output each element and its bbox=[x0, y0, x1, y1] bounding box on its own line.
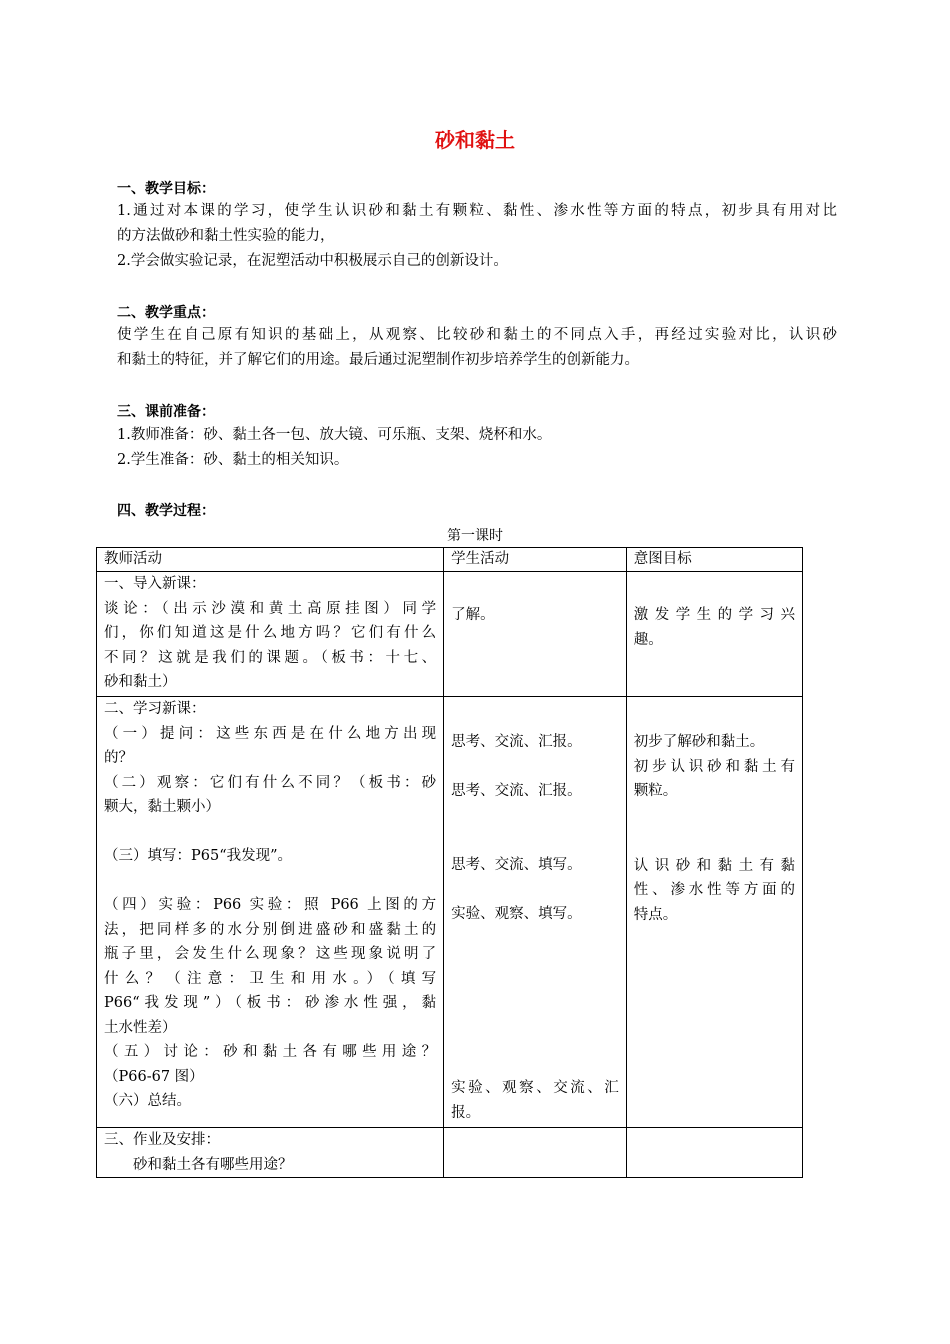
row2-student-line: 思考、交流、汇报。 bbox=[451, 782, 582, 799]
row1-teacher-line: 不同？这就是我们的课题。（板书：十七、 bbox=[104, 649, 437, 666]
lesson-table bbox=[96, 547, 803, 1178]
row3-teacher-line: 砂和黏土各有哪些用途？ bbox=[133, 1156, 293, 1173]
row2-goal-line: 特点。 bbox=[633, 906, 678, 923]
row2-teacher-line: （五）讨论：砂和黏土各有哪些用途？ bbox=[104, 1044, 437, 1060]
spacer bbox=[104, 869, 436, 894]
row1-goal-line: 激发学生的学习兴 bbox=[633, 607, 795, 623]
row2-goal-line: 颗粒。 bbox=[633, 783, 678, 799]
row2-teacher-line: 什么？（注意：卫生和用水。）（填写 bbox=[104, 970, 437, 987]
row2-goal-line: 认识砂和黏土有黏 bbox=[633, 857, 795, 874]
row1-teacher-line: 一、导入新课： bbox=[104, 576, 206, 592]
row2-goal-line: 初步认识砂和黏土有 bbox=[633, 758, 795, 775]
row2-student-line: 报。 bbox=[451, 1104, 481, 1121]
table-row bbox=[97, 1128, 803, 1178]
row2-teacher-line: 的？ bbox=[104, 750, 133, 766]
row3-student-cell bbox=[444, 1128, 627, 1178]
row3-teacher-line: 三、作业及安排： bbox=[104, 1132, 220, 1148]
table-row bbox=[97, 697, 803, 1128]
header-goal: 意图目标 bbox=[626, 548, 802, 572]
row2-teacher-line: 土水性差） bbox=[104, 1019, 177, 1036]
teaching-focus-text bbox=[117, 323, 837, 373]
table-header-row bbox=[97, 548, 803, 572]
row2-teacher-line: （一）提问：这些东西是在什么地方出现 bbox=[104, 725, 437, 742]
goals-line-1: 1.通过对本课的学习，使学生认识砂和黏土有颗粒、黏性、渗水性等方面的特点，初步具有用对比 bbox=[117, 203, 837, 219]
row1-goal-cell bbox=[626, 572, 802, 697]
heading-teaching-focus: 二、教学重点： bbox=[117, 305, 215, 321]
teaching-goals-text bbox=[117, 199, 837, 274]
row2-teacher-line: （二）观察：它们有什么不同？（板书：砂 bbox=[104, 774, 437, 791]
row1-teacher-line: 砂和黏土） bbox=[104, 674, 177, 690]
row2-teacher-cell bbox=[97, 697, 444, 1128]
row1-goal-line: 趣。 bbox=[633, 631, 663, 648]
row2-teacher-line: 法，把同样多的水分别倒进盛砂和盛黏土的 bbox=[104, 921, 437, 938]
row2-teacher-line: （P66-67 图） bbox=[104, 1068, 204, 1085]
row1-teacher-line: 们，你们知道这是什么地方吗？它们有什么 bbox=[104, 625, 437, 641]
row2-goal-line: 性、渗水性等方面的 bbox=[633, 882, 795, 898]
prep-line-1: 1.教师准备：砂、黏土各一包、放大镜、可乐瓶、支架、烧杯和水。 bbox=[117, 427, 552, 443]
heading-teaching-process: 四、教学过程： bbox=[117, 503, 215, 519]
row2-student-line: 思考、交流、汇报。 bbox=[451, 734, 582, 750]
row2-teacher-line: （三）填写：P65“我发现”。 bbox=[104, 848, 293, 864]
document-title: 砂和黏土 bbox=[435, 128, 515, 152]
row2-student-line: 实验、观察、交流、汇 bbox=[451, 1080, 619, 1096]
row2-teacher-line: P66“我发现”）（板书：砂渗水性强，黏 bbox=[104, 995, 437, 1011]
table-row bbox=[97, 572, 803, 697]
table-caption: 第一课时 bbox=[447, 528, 503, 544]
focus-line-2: 和黏土的特征，并了解它们的用途。最后通过泥塑制作初步培养学生的创新能力。 bbox=[117, 352, 639, 368]
row2-student-cell bbox=[444, 697, 627, 1128]
goals-line-3: 2.学会做实验记录，在泥塑活动中积极展示自己的创新设计。 bbox=[117, 253, 508, 269]
heading-preparation: 三、课前准备： bbox=[117, 404, 215, 420]
row2-goal-cell bbox=[626, 697, 802, 1128]
goals-line-2: 的方法做砂和黏土性实验的能力， bbox=[117, 228, 335, 244]
row1-student-cell bbox=[444, 572, 627, 697]
prep-line-2: 2.学生准备：砂、黏土的相关知识。 bbox=[117, 452, 349, 468]
row2-teacher-line: 瓶子里，会发生什么现象？这些现象说明了 bbox=[104, 946, 437, 962]
row2-teacher-line: （六）总结。 bbox=[104, 1093, 191, 1109]
row2-teacher-line: （四）实验：P66 实验：照 P66 上图的方 bbox=[104, 897, 437, 913]
heading-teaching-goals: 一、教学目标： bbox=[117, 181, 215, 197]
row2-teacher-line: 二、学习新课： bbox=[104, 701, 206, 717]
focus-line-1: 使学生在自己原有知识的基础上，从观察、比较砂和黏土的不同点入手，再经过实验对比，认识砂 bbox=[117, 327, 837, 343]
row1-teacher-line: 谈论：（出示沙漠和黄土高原挂图）同学 bbox=[104, 600, 437, 617]
preparation-text bbox=[117, 423, 837, 473]
row1-student-line: 了解。 bbox=[451, 607, 495, 623]
header-teacher: 教师活动 bbox=[97, 548, 444, 572]
row2-teacher-line: 颗大，黏土颗小） bbox=[104, 799, 220, 815]
row2-student-line: 思考、交流、填写。 bbox=[451, 857, 582, 873]
row2-student-line: 实验、观察、填写。 bbox=[451, 905, 582, 922]
row3-teacher-cell bbox=[97, 1128, 444, 1178]
row2-goal-line: 初步了解砂和黏土。 bbox=[633, 734, 765, 750]
spacer bbox=[104, 820, 436, 845]
row1-teacher-cell bbox=[97, 572, 444, 697]
header-student: 学生活动 bbox=[444, 548, 627, 572]
row3-goal-cell bbox=[626, 1128, 802, 1178]
